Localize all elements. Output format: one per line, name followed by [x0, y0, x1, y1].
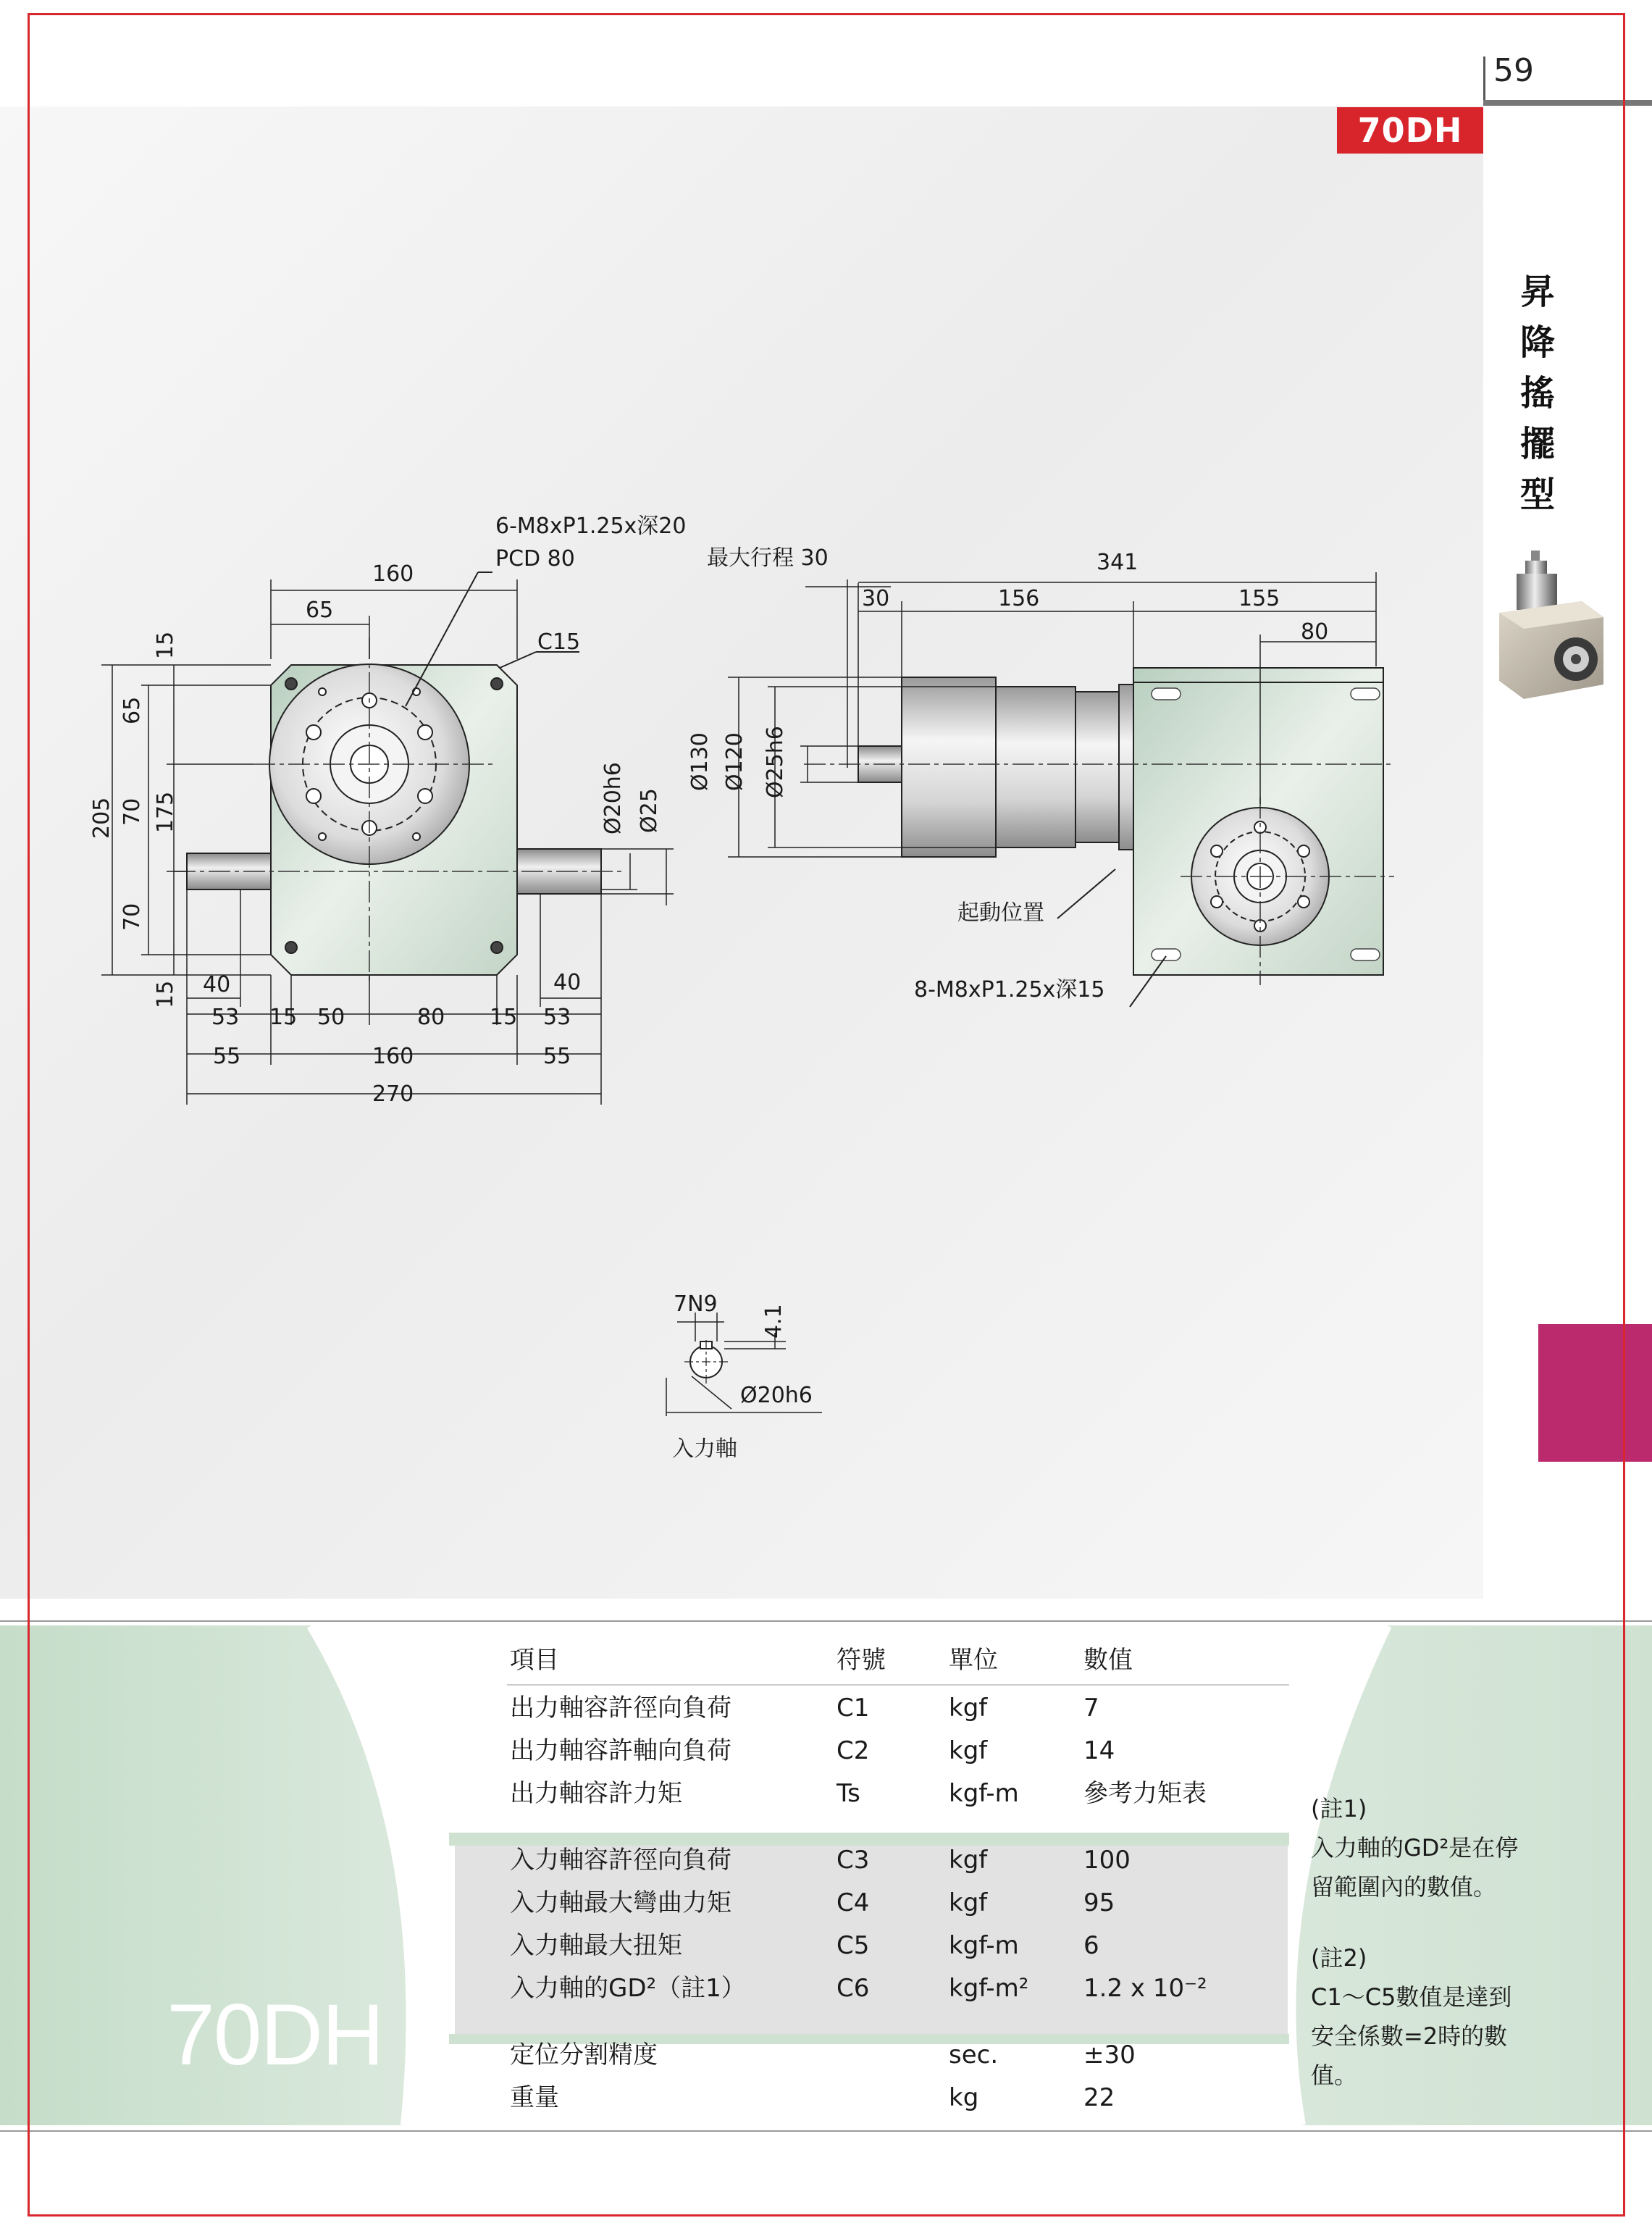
row-item: 出力軸容許徑向負荷	[510, 1694, 731, 1723]
shaft-d20-label: Ø20h6	[600, 762, 626, 834]
dim-53a: 53	[211, 1005, 240, 1030]
side-title-char: 搖	[1519, 373, 1555, 414]
row-val: 95	[1083, 1888, 1115, 1917]
row-sym: C4	[837, 1888, 870, 1917]
key-label: 7N9	[674, 1292, 718, 1317]
dim-205: 205	[89, 797, 114, 839]
header-unit: 單位	[949, 1646, 998, 1675]
dim-40b: 40	[553, 970, 582, 995]
page-rule-horizontal	[1483, 100, 1652, 106]
max-stroke-label: 最大行程 30	[707, 545, 829, 571]
side-title-char: 昇	[1519, 272, 1555, 312]
input-shaft-label: 入力軸	[672, 1436, 737, 1462]
dim-15c: 15	[269, 1005, 298, 1030]
row-unit: kgf	[949, 1694, 988, 1723]
page-rule-vertical	[1483, 56, 1485, 104]
dim-30: 30	[862, 586, 890, 611]
row-sym: C2	[837, 1736, 870, 1765]
side-title	[1512, 267, 1563, 520]
side-cylinder	[902, 677, 996, 857]
row-unit: kgf-m²	[949, 1974, 1029, 2003]
notes	[1311, 1789, 1518, 2095]
dim-80: 80	[417, 1005, 445, 1030]
product-photo	[1495, 551, 1611, 703]
d130-label: Ø130	[687, 732, 713, 791]
header-sym: 符號	[837, 1646, 886, 1675]
start-position-label: 起動位置	[957, 900, 1044, 926]
row-unit: kg	[949, 2083, 979, 2112]
dim-160-bottom: 160	[372, 1044, 414, 1069]
section-color-tab	[1538, 1324, 1652, 1462]
page-number: 59	[1493, 52, 1534, 89]
row-unit: kgf-m	[949, 1931, 1019, 1960]
dim-80-side: 80	[1301, 619, 1329, 645]
row-item: 出力軸容許力矩	[510, 1779, 682, 1808]
row-unit: kgf-m	[949, 1779, 1019, 1808]
row-sym: C3	[837, 1846, 870, 1875]
row-sym: C1	[837, 1694, 870, 1723]
row-unit: kgf	[949, 1846, 988, 1875]
dim-55a: 55	[213, 1044, 241, 1069]
note2-line: C1～C5數值是達到	[1311, 1983, 1512, 2011]
chamfer-label: C15	[537, 629, 581, 655]
dim-65-left: 65	[120, 696, 145, 724]
header-val: 數值	[1083, 1646, 1133, 1675]
dim-55b: 55	[543, 1044, 571, 1069]
note-spacer	[1311, 1906, 1518, 1938]
row-val: 14	[1083, 1736, 1115, 1765]
row-unit: kgf	[949, 1888, 988, 1917]
note1-title: (註1)	[1311, 1795, 1367, 1822]
row-item: 入力軸最大彎曲力矩	[510, 1888, 731, 1917]
row-unit: kgf	[949, 1736, 988, 1765]
side-title-char: 擺	[1519, 424, 1555, 464]
dim-270: 270	[372, 1081, 414, 1107]
side-thread-callout: 8-M8xP1.25x深15	[914, 977, 1105, 1003]
d25h6-label: Ø25h6	[763, 726, 788, 798]
dim-15b: 15	[153, 980, 178, 1008]
side-title-char: 降	[1519, 322, 1555, 363]
row-unit: sec.	[949, 2040, 999, 2069]
side-title-char: 型	[1519, 474, 1555, 515]
header-item: 項目	[510, 1646, 559, 1675]
dim-15a: 15	[153, 631, 178, 659]
row-val: 7	[1083, 1694, 1099, 1723]
dim-175: 175	[153, 791, 178, 833]
row-sym: Ts	[837, 1779, 860, 1808]
d120-label: Ø120	[722, 732, 747, 791]
dim-156: 156	[998, 586, 1040, 611]
note1-line: 入力軸的GD²是在停	[1311, 1834, 1519, 1862]
row-sym: C5	[837, 1931, 870, 1960]
model-tag: 70DH	[1337, 107, 1483, 154]
dim-155: 155	[1238, 586, 1280, 611]
row-val: 6	[1083, 1931, 1099, 1960]
model-watermark: 70DH	[167, 1986, 383, 2083]
note1-line: 留範圍內的數值。	[1311, 1873, 1497, 1901]
row-val: ±30	[1083, 2040, 1136, 2069]
dim-70a: 70	[120, 798, 145, 826]
dim-160-top: 160	[372, 561, 414, 587]
row-item: 重量	[510, 2083, 559, 2112]
row-item: 入力軸容許徑向負荷	[510, 1846, 731, 1875]
dim-53b: 53	[543, 1005, 571, 1030]
row-item: 定位分割精度	[510, 2040, 658, 2069]
dim-15d: 15	[490, 1005, 518, 1030]
dim-50: 50	[317, 1005, 345, 1030]
row-sym: C6	[837, 1974, 870, 2003]
row-val: 100	[1083, 1846, 1131, 1875]
shaft-d25-label: Ø25	[637, 788, 662, 833]
dim-341: 341	[1097, 550, 1139, 575]
dim-70b: 70	[120, 903, 145, 931]
dim-65-top: 65	[306, 598, 334, 623]
note2-line: 安全係數=2時的數	[1311, 2022, 1508, 2050]
note2-title: (註2)	[1311, 1944, 1367, 1972]
thread-callout: 6-M8xP1.25x深20	[495, 514, 687, 539]
row-val: 參考力矩表	[1083, 1779, 1207, 1808]
row-val: 22	[1083, 2083, 1115, 2112]
row-item: 出力軸容許軸向負荷	[510, 1736, 731, 1765]
key-depth-label: 4.1	[761, 1304, 787, 1339]
side-view	[804, 668, 1394, 1007]
pcd-callout: PCD 80	[495, 546, 575, 572]
row-val: 1.2 x 10⁻²	[1083, 1974, 1207, 2003]
note2-line: 值。	[1311, 2062, 1358, 2089]
row-item: 入力軸的GD²（註1）	[510, 1974, 746, 2003]
input-dia-label: Ø20h6	[740, 1383, 813, 1408]
row-item: 入力軸最大扭矩	[510, 1931, 682, 1960]
dim-40a: 40	[203, 972, 231, 997]
